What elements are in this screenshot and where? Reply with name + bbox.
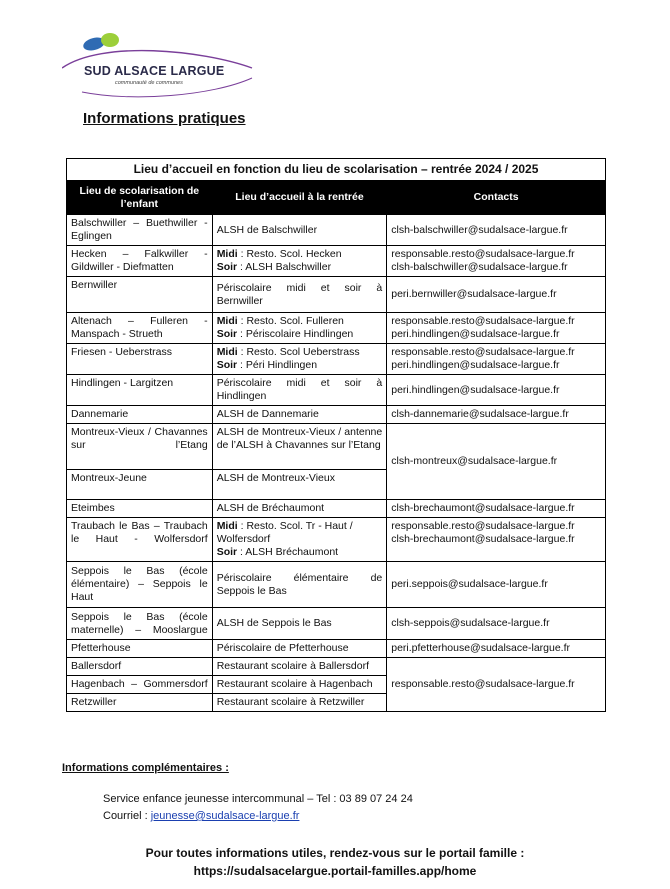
info-title: Informations complémentaires : — [62, 762, 229, 774]
accueil-place: Midi : Resto. Scol. Tr - Haut / Wolfersdorf Soir : ALSH Bréchaumont — [212, 518, 387, 562]
school-place: Retzwiller — [67, 694, 213, 712]
courriel-link[interactable]: jeunesse@sudalsace-largue.fr — [150, 810, 300, 822]
accueil-place: ALSH de Montreux-Vieux — [212, 470, 387, 500]
table-row — [67, 246, 606, 277]
table-row — [67, 406, 606, 424]
accueil-place: ALSH de Dannemarie — [212, 406, 387, 424]
accueil-place: Restaurant scolaire à Ballersdorf — [212, 658, 387, 676]
accueil-place: Périscolaire élémentaire de Seppois le Bas — [212, 562, 387, 608]
accueil-place: Midi : Resto. Scol Ueberstrass Soir : Péri Hindlingen — [212, 344, 387, 375]
contact-email[interactable]: peri.seppois@sudalsace-largue.fr — [387, 562, 606, 608]
logo-name: SUD ALSACE LARGUE — [84, 64, 225, 78]
school-place: Hagenbach – Gommersdorf — [67, 676, 213, 694]
table-row — [67, 424, 606, 470]
table-row — [67, 500, 606, 518]
header-contacts: Contacts — [387, 181, 606, 215]
logo-green-shape — [101, 33, 119, 47]
school-place: Pfetterhouse — [67, 640, 213, 658]
contact-email[interactable]: responsable.resto@sudalsace-largue.fr peri.hindlingen@sudalsace-largue.fr — [387, 313, 606, 344]
header-school-place: Lieu de scolarisation de l’enfant — [67, 181, 213, 215]
accueil-place: Restaurant scolaire à Hagenbach — [212, 676, 387, 694]
accueil-place: ALSH de Balschwiller — [212, 215, 387, 246]
contact-email[interactable]: responsable.resto@sudalsace-largue.fr — [387, 658, 606, 712]
courriel-label: Courriel : — [103, 810, 151, 822]
header-accueil: Lieu d’accueil à la rentrée — [212, 181, 387, 215]
logo-tagline: communauté de communes — [115, 80, 183, 86]
accueil-place: Périscolaire de Pfetterhouse — [212, 640, 387, 658]
school-place: Balschwiller – Buethwiller - Eglingen — [67, 215, 213, 246]
school-place: Bernwiller — [67, 277, 213, 313]
school-place: Friesen - Ueberstrass — [67, 344, 213, 375]
table-row — [67, 658, 606, 676]
table-row — [67, 313, 606, 344]
school-place: Montreux-Vieux / Chavannes sur l’Etang — [67, 424, 213, 470]
school-place: Seppois le Bas (école maternelle) – Mooslargue — [67, 608, 213, 640]
accueil-place: Midi : Resto. Scol. Fulleren Soir : Périscolaire Hindlingen — [212, 313, 387, 344]
accueil-place: ALSH de Seppois le Bas — [212, 608, 387, 640]
contact-email[interactable]: clsh-montreux@sudalsace-largue.fr — [387, 424, 606, 500]
contact-email[interactable]: responsable.resto@sudalsace-largue.fr clsh-balschwiller@sudalsace-largue.fr — [387, 246, 606, 277]
school-place: Dannemarie — [67, 406, 213, 424]
table-row — [67, 375, 606, 406]
contact-email[interactable]: clsh-seppois@sudalsace-largue.fr — [387, 608, 606, 640]
contact-email[interactable]: responsable.resto@sudalsace-largue.fr clsh-brechaumont@sudalsace-largue.fr — [387, 518, 606, 562]
school-place: Eteimbes — [67, 500, 213, 518]
school-place: Altenach – Fulleren - Manspach - Strueth — [67, 313, 213, 344]
table-caption: Lieu d’accueil en fonction du lieu de scolarisation – rentrée 2024 / 2025 — [67, 159, 606, 181]
school-place: Seppois le Bas (école élémentaire) – Seppois le Haut — [67, 562, 213, 608]
schools-table — [66, 158, 606, 712]
accueil-place: ALSH de Montreux-Vieux / antenne de l’ALSH à Chavannes sur l’Etang — [212, 424, 387, 470]
school-place: Hindlingen - Largitzen — [67, 375, 213, 406]
accueil-place: ALSH de Bréchaumont — [212, 500, 387, 518]
school-place: Ballersdorf — [67, 658, 213, 676]
courriel-line — [103, 810, 299, 822]
contact-email[interactable]: clsh-brechaumont@sudalsace-largue.fr — [387, 500, 606, 518]
contact-email[interactable]: responsable.resto@sudalsace-largue.fr peri.hindlingen@sudalsace-largue.fr — [387, 344, 606, 375]
footer-text: Pour toutes informations utiles, rendez-vous sur le portail famille : — [145, 846, 525, 860]
table-row — [67, 518, 606, 562]
table-row — [67, 562, 606, 608]
service-line: Service enfance jeunesse intercommunal – Tel : 03 89 07 24 24 — [103, 793, 413, 805]
accueil-place: Périscolaire midi et soir à Hindlingen — [212, 375, 387, 406]
table-row — [67, 640, 606, 658]
page-title: Informations pratiques — [83, 110, 246, 127]
accueil-place: Restaurant scolaire à Retzwiller — [212, 694, 387, 712]
table-row — [67, 215, 606, 246]
portal-link[interactable]: https://sudalsacelargue.portail-familles.app/home — [193, 864, 477, 878]
accueil-place: Périscolaire midi et soir à Bernwiller — [212, 277, 387, 313]
accueil-place: Midi : Resto. Scol. Hecken Soir : ALSH Balschwiller — [212, 246, 387, 277]
school-place: Traubach le Bas – Traubach le Haut - Wolfersdorf — [67, 518, 213, 562]
contact-email[interactable]: clsh-balschwiller@sudalsace-largue.fr — [387, 215, 606, 246]
table-row — [67, 277, 606, 313]
school-place: Hecken – Falkwiller - Gildwiller - Diefmatten — [67, 246, 213, 277]
contact-email[interactable]: clsh-dannemarie@sudalsace-largue.fr — [387, 406, 606, 424]
contact-email[interactable]: peri.pfetterhouse@sudalsace-largue.fr — [387, 640, 606, 658]
table-row — [67, 608, 606, 640]
school-place: Montreux-Jeune — [67, 470, 213, 500]
contact-email[interactable]: peri.bernwiller@sudalsace-largue.fr — [387, 277, 606, 313]
table-row — [67, 344, 606, 375]
contact-email[interactable]: peri.hindlingen@sudalsace-largue.fr — [387, 375, 606, 406]
